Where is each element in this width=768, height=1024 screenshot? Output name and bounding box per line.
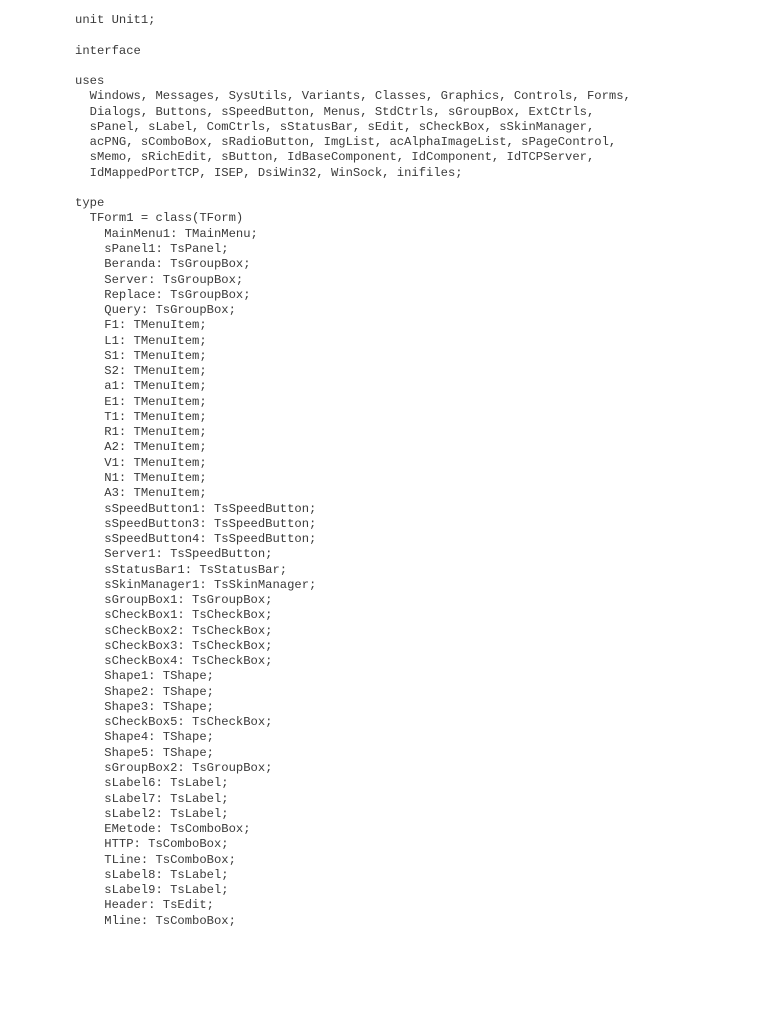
code-line: acPNG, sComboBox, sRadioButton, ImgList, acAlphaImageList, sPageControl, — [75, 135, 617, 150]
code-line: Shape2: TShape; — [75, 684, 214, 699]
code-line: sCheckBox5: TsCheckBox; — [75, 715, 273, 730]
code-line: S1: TMenuItem; — [75, 348, 207, 363]
code-line: sSpeedButton3: TsSpeedButton; — [75, 516, 317, 531]
code-line: sLabel9: TsLabel; — [75, 883, 229, 898]
code-line — [75, 28, 631, 43]
code-line: Server1: TsSpeedButton; — [75, 547, 273, 562]
code-line: MainMenu1: TMainMenu; — [75, 226, 258, 241]
code-line: Shape4: TShape; — [75, 730, 214, 745]
code-line: type — [75, 196, 105, 211]
code-line: Beranda: TsGroupBox; — [75, 257, 251, 272]
code-line: sGroupBox1: TsGroupBox; — [75, 593, 273, 608]
code-line: TForm1 = class(TForm) — [75, 211, 244, 226]
code-line: Replace: TsGroupBox; — [75, 287, 251, 302]
code-line: unit Unit1; — [75, 13, 156, 27]
code-line: sCheckBox1: TsCheckBox; — [75, 608, 273, 623]
code-line: sLabel6: TsLabel; — [75, 776, 229, 791]
code-line: sLabel7: TsLabel; — [75, 791, 229, 806]
code-line: Shape1: TShape; — [75, 669, 214, 684]
code-line: IdMappedPortTCP, ISEP, DsiWin32, WinSock, inifiles; — [75, 165, 463, 180]
code-line — [75, 181, 631, 196]
code-line: interface — [75, 43, 141, 58]
code-line: F1: TMenuItem; — [75, 318, 207, 333]
code-line: Query: TsGroupBox; — [75, 303, 236, 318]
code-line: sSpeedButton4: TsSpeedButton; — [75, 532, 317, 547]
code-line: sCheckBox3: TsCheckBox; — [75, 638, 273, 653]
code-line: L1: TMenuItem; — [75, 333, 207, 348]
code-line: Shape3: TShape; — [75, 699, 214, 714]
code-line: sLabel2: TsLabel; — [75, 806, 229, 821]
code-line: a1: TMenuItem; — [75, 379, 207, 394]
source-code-block — [75, 13, 631, 929]
code-line: sSpeedButton1: TsSpeedButton; — [75, 501, 317, 516]
code-line: sStatusBar1: TsStatusBar; — [75, 562, 288, 577]
code-line: sLabel8: TsLabel; — [75, 867, 229, 882]
code-line: HTTP: TsComboBox; — [75, 837, 229, 852]
code-line: sPanel, sLabel, ComCtrls, sStatusBar, sEdit, sCheckBox, sSkinManager, — [75, 119, 595, 134]
code-line: A2: TMenuItem; — [75, 440, 207, 455]
code-line: V1: TMenuItem; — [75, 455, 207, 470]
code-line: A3: TMenuItem; — [75, 486, 207, 501]
code-line: TLine: TsComboBox; — [75, 852, 236, 867]
code-line: EMetode: TsComboBox; — [75, 822, 251, 837]
code-line: Header: TsEdit; — [75, 898, 214, 913]
code-line: sCheckBox4: TsCheckBox; — [75, 654, 273, 669]
code-line: Windows, Messages, SysUtils, Variants, Classes, Graphics, Controls, Forms, — [75, 89, 631, 104]
code-line: E1: TMenuItem; — [75, 394, 207, 409]
code-line: Server: TsGroupBox; — [75, 272, 244, 287]
code-line: S2: TMenuItem; — [75, 364, 207, 379]
code-line: R1: TMenuItem; — [75, 425, 207, 440]
code-line — [75, 59, 631, 74]
code-line: Mline: TsComboBox; — [75, 913, 236, 928]
code-line: T1: TMenuItem; — [75, 409, 207, 424]
code-line: sPanel1: TsPanel; — [75, 241, 229, 256]
code-line: N1: TMenuItem; — [75, 470, 207, 485]
code-line: sMemo, sRichEdit, sButton, IdBaseComponent, IdComponent, IdTCPServer, — [75, 150, 595, 165]
code-line: Dialogs, Buttons, sSpeedButton, Menus, StdCtrls, sGroupBox, ExtCtrls, — [75, 104, 595, 119]
code-line: sGroupBox2: TsGroupBox; — [75, 761, 273, 776]
code-line: Shape5: TShape; — [75, 745, 214, 760]
code-line: sSkinManager1: TsSkinManager; — [75, 577, 317, 592]
code-line: uses — [75, 74, 105, 89]
code-line: sCheckBox2: TsCheckBox; — [75, 623, 273, 638]
